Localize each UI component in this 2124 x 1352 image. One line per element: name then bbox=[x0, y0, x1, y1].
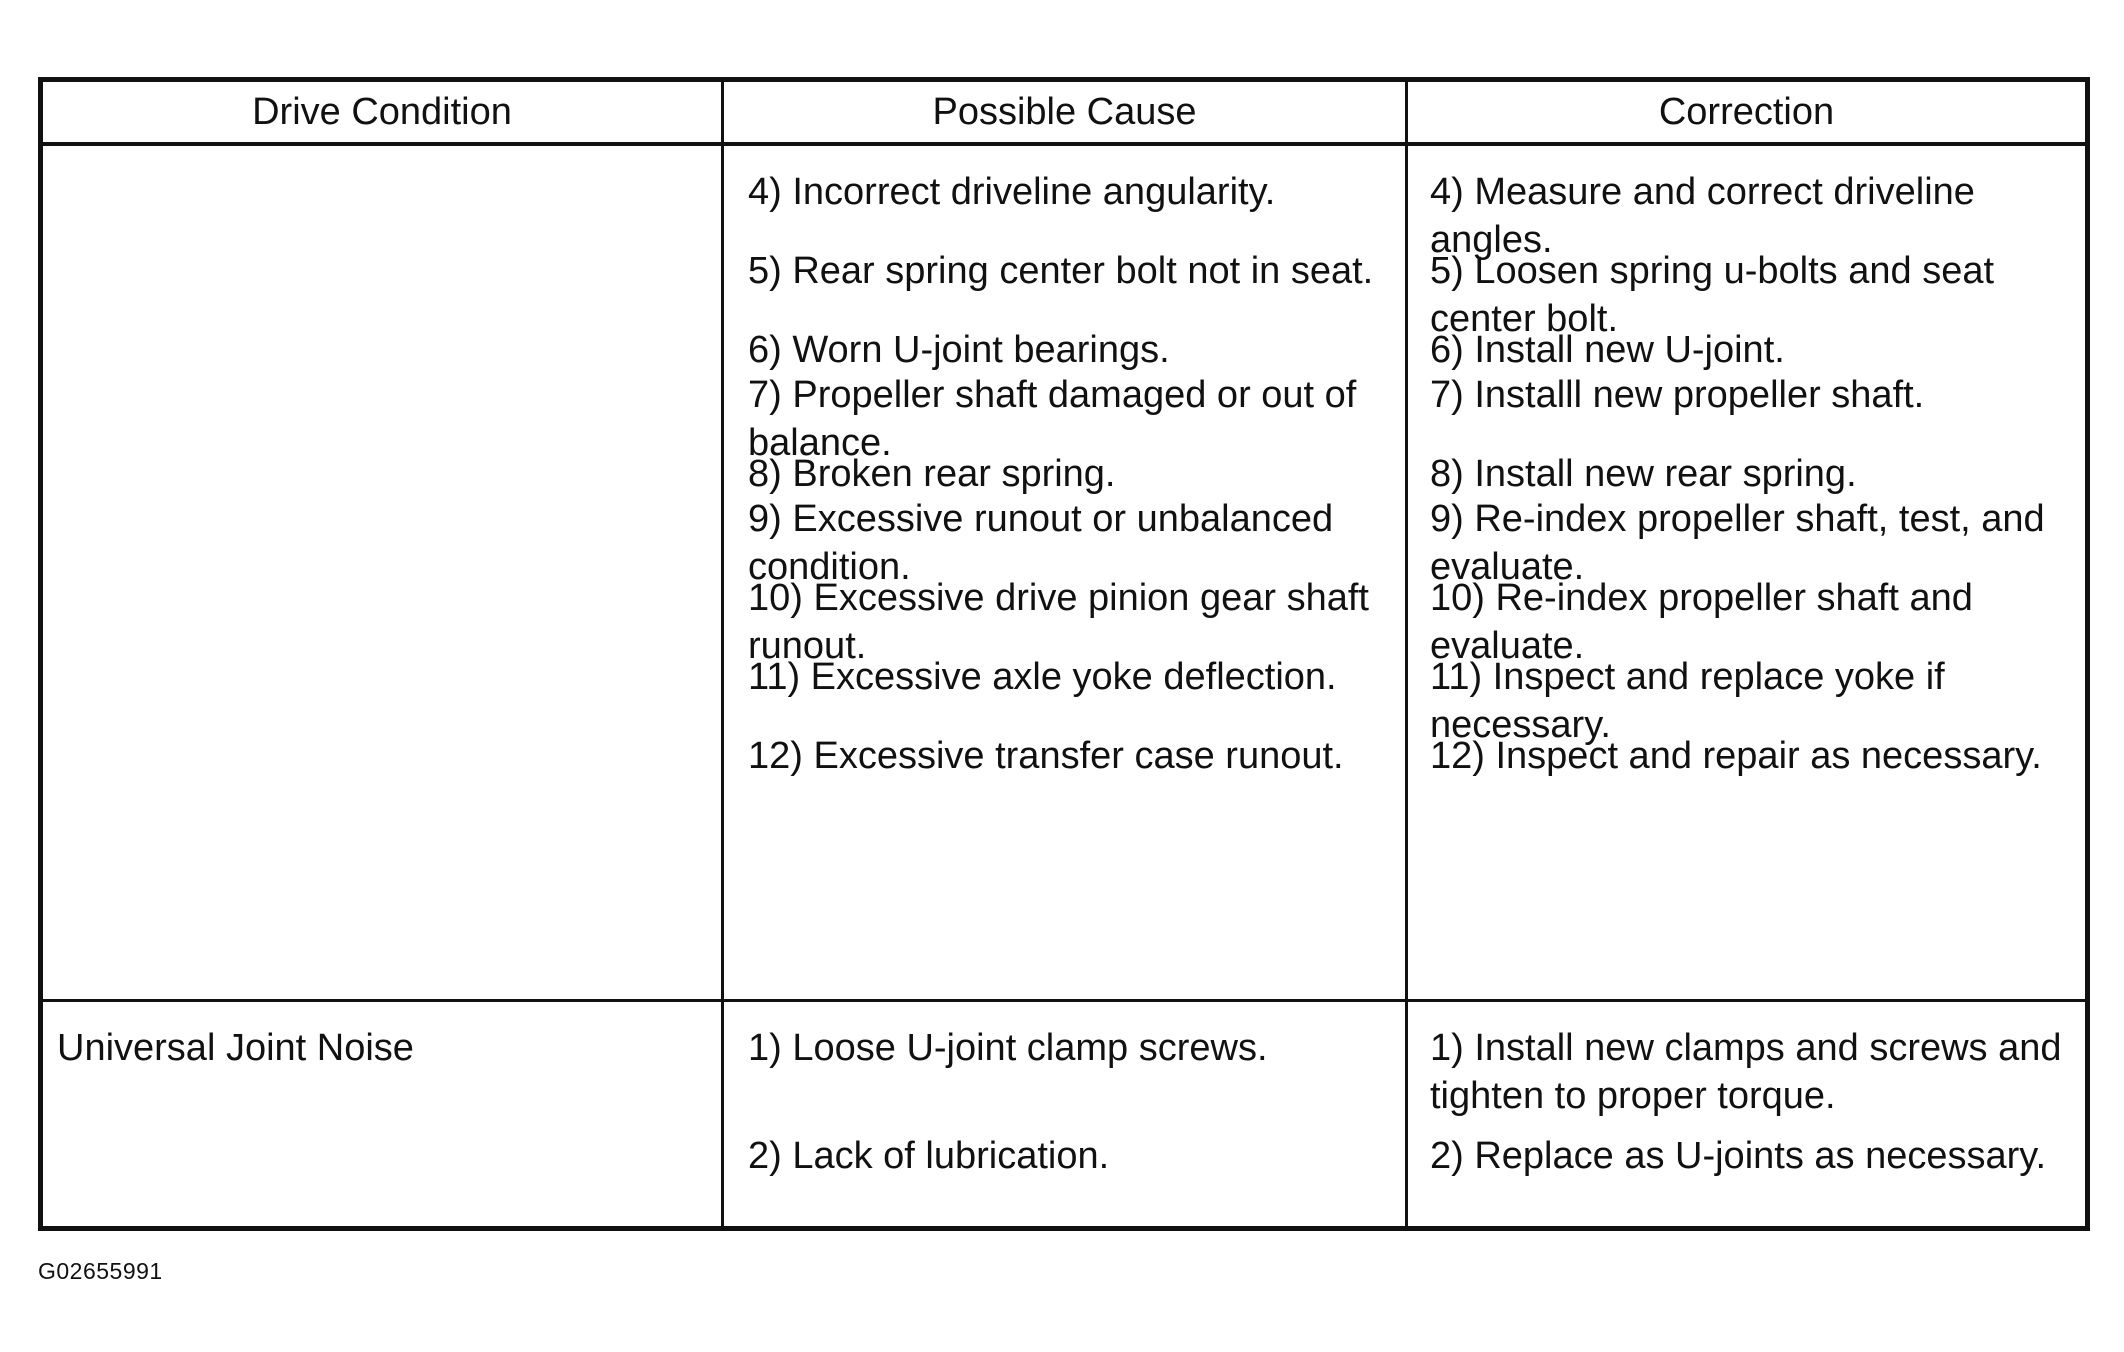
correction-item: 12) Inspect and repair as necessary. bbox=[1430, 735, 2042, 777]
header-correction: Correction bbox=[1408, 82, 2085, 146]
figure-code: G02655991 bbox=[38, 1258, 163, 1284]
correction-item: 1) Install new clamps and screws and tighten to proper torque. bbox=[1430, 1027, 2062, 1117]
cause-item: 7) Propeller shaft damaged or out of balance. bbox=[748, 374, 1357, 464]
correction-item: 9) Re-index propeller shaft, test, and evaluate. bbox=[1430, 498, 2045, 588]
cause-item: 5) Rear spring center bolt not in seat. bbox=[748, 250, 1374, 292]
correction-item: 4) Measure and correct driveline angles. bbox=[1430, 171, 1975, 261]
cause-item: 2) Lack of lubrication. bbox=[748, 1135, 1110, 1177]
correction-item: 7) Installl new propeller shaft. bbox=[1430, 374, 1925, 416]
cause-item: 6) Worn U-joint bearings. bbox=[748, 329, 1170, 371]
cause-item: 12) Excessive transfer case runout. bbox=[748, 735, 1344, 777]
diagnosis-table bbox=[38, 77, 2090, 1231]
correction-cell bbox=[1408, 1002, 2085, 1228]
correction-cell bbox=[1408, 146, 2085, 1002]
cause-item: 4) Incorrect driveline angularity. bbox=[748, 171, 1276, 213]
condition-cell: Universal Joint Noise bbox=[43, 1002, 724, 1228]
cause-item: 10) Excessive drive pinion gear shaft runout. bbox=[748, 577, 1369, 667]
cause-cell bbox=[724, 146, 1408, 1002]
condition-cell bbox=[43, 146, 724, 1002]
cause-item: 9) Excessive runout or unbalanced condition. bbox=[748, 498, 1334, 588]
correction-item: 11) Inspect and replace yoke if necessary. bbox=[1430, 656, 1945, 746]
cause-item: 8) Broken rear spring. bbox=[748, 453, 1116, 495]
header-possible-cause: Possible Cause bbox=[724, 82, 1408, 146]
cause-item: 1) Loose U-joint clamp screws. bbox=[748, 1027, 1268, 1069]
correction-item: 10) Re-index propeller shaft and evaluate. bbox=[1430, 577, 1973, 667]
correction-item: 5) Loosen spring u-bolts and seat center bolt. bbox=[1430, 250, 1995, 340]
correction-item: 6) Install new U-joint. bbox=[1430, 329, 1785, 371]
correction-item: 8) Install new rear spring. bbox=[1430, 453, 1857, 495]
header-drive-condition: Drive Condition bbox=[43, 82, 724, 146]
cause-cell bbox=[724, 1002, 1408, 1228]
cause-item: 11) Excessive axle yoke deflection. bbox=[748, 656, 1337, 698]
correction-item: 2) Replace as U-joints as necessary. bbox=[1430, 1135, 2046, 1177]
